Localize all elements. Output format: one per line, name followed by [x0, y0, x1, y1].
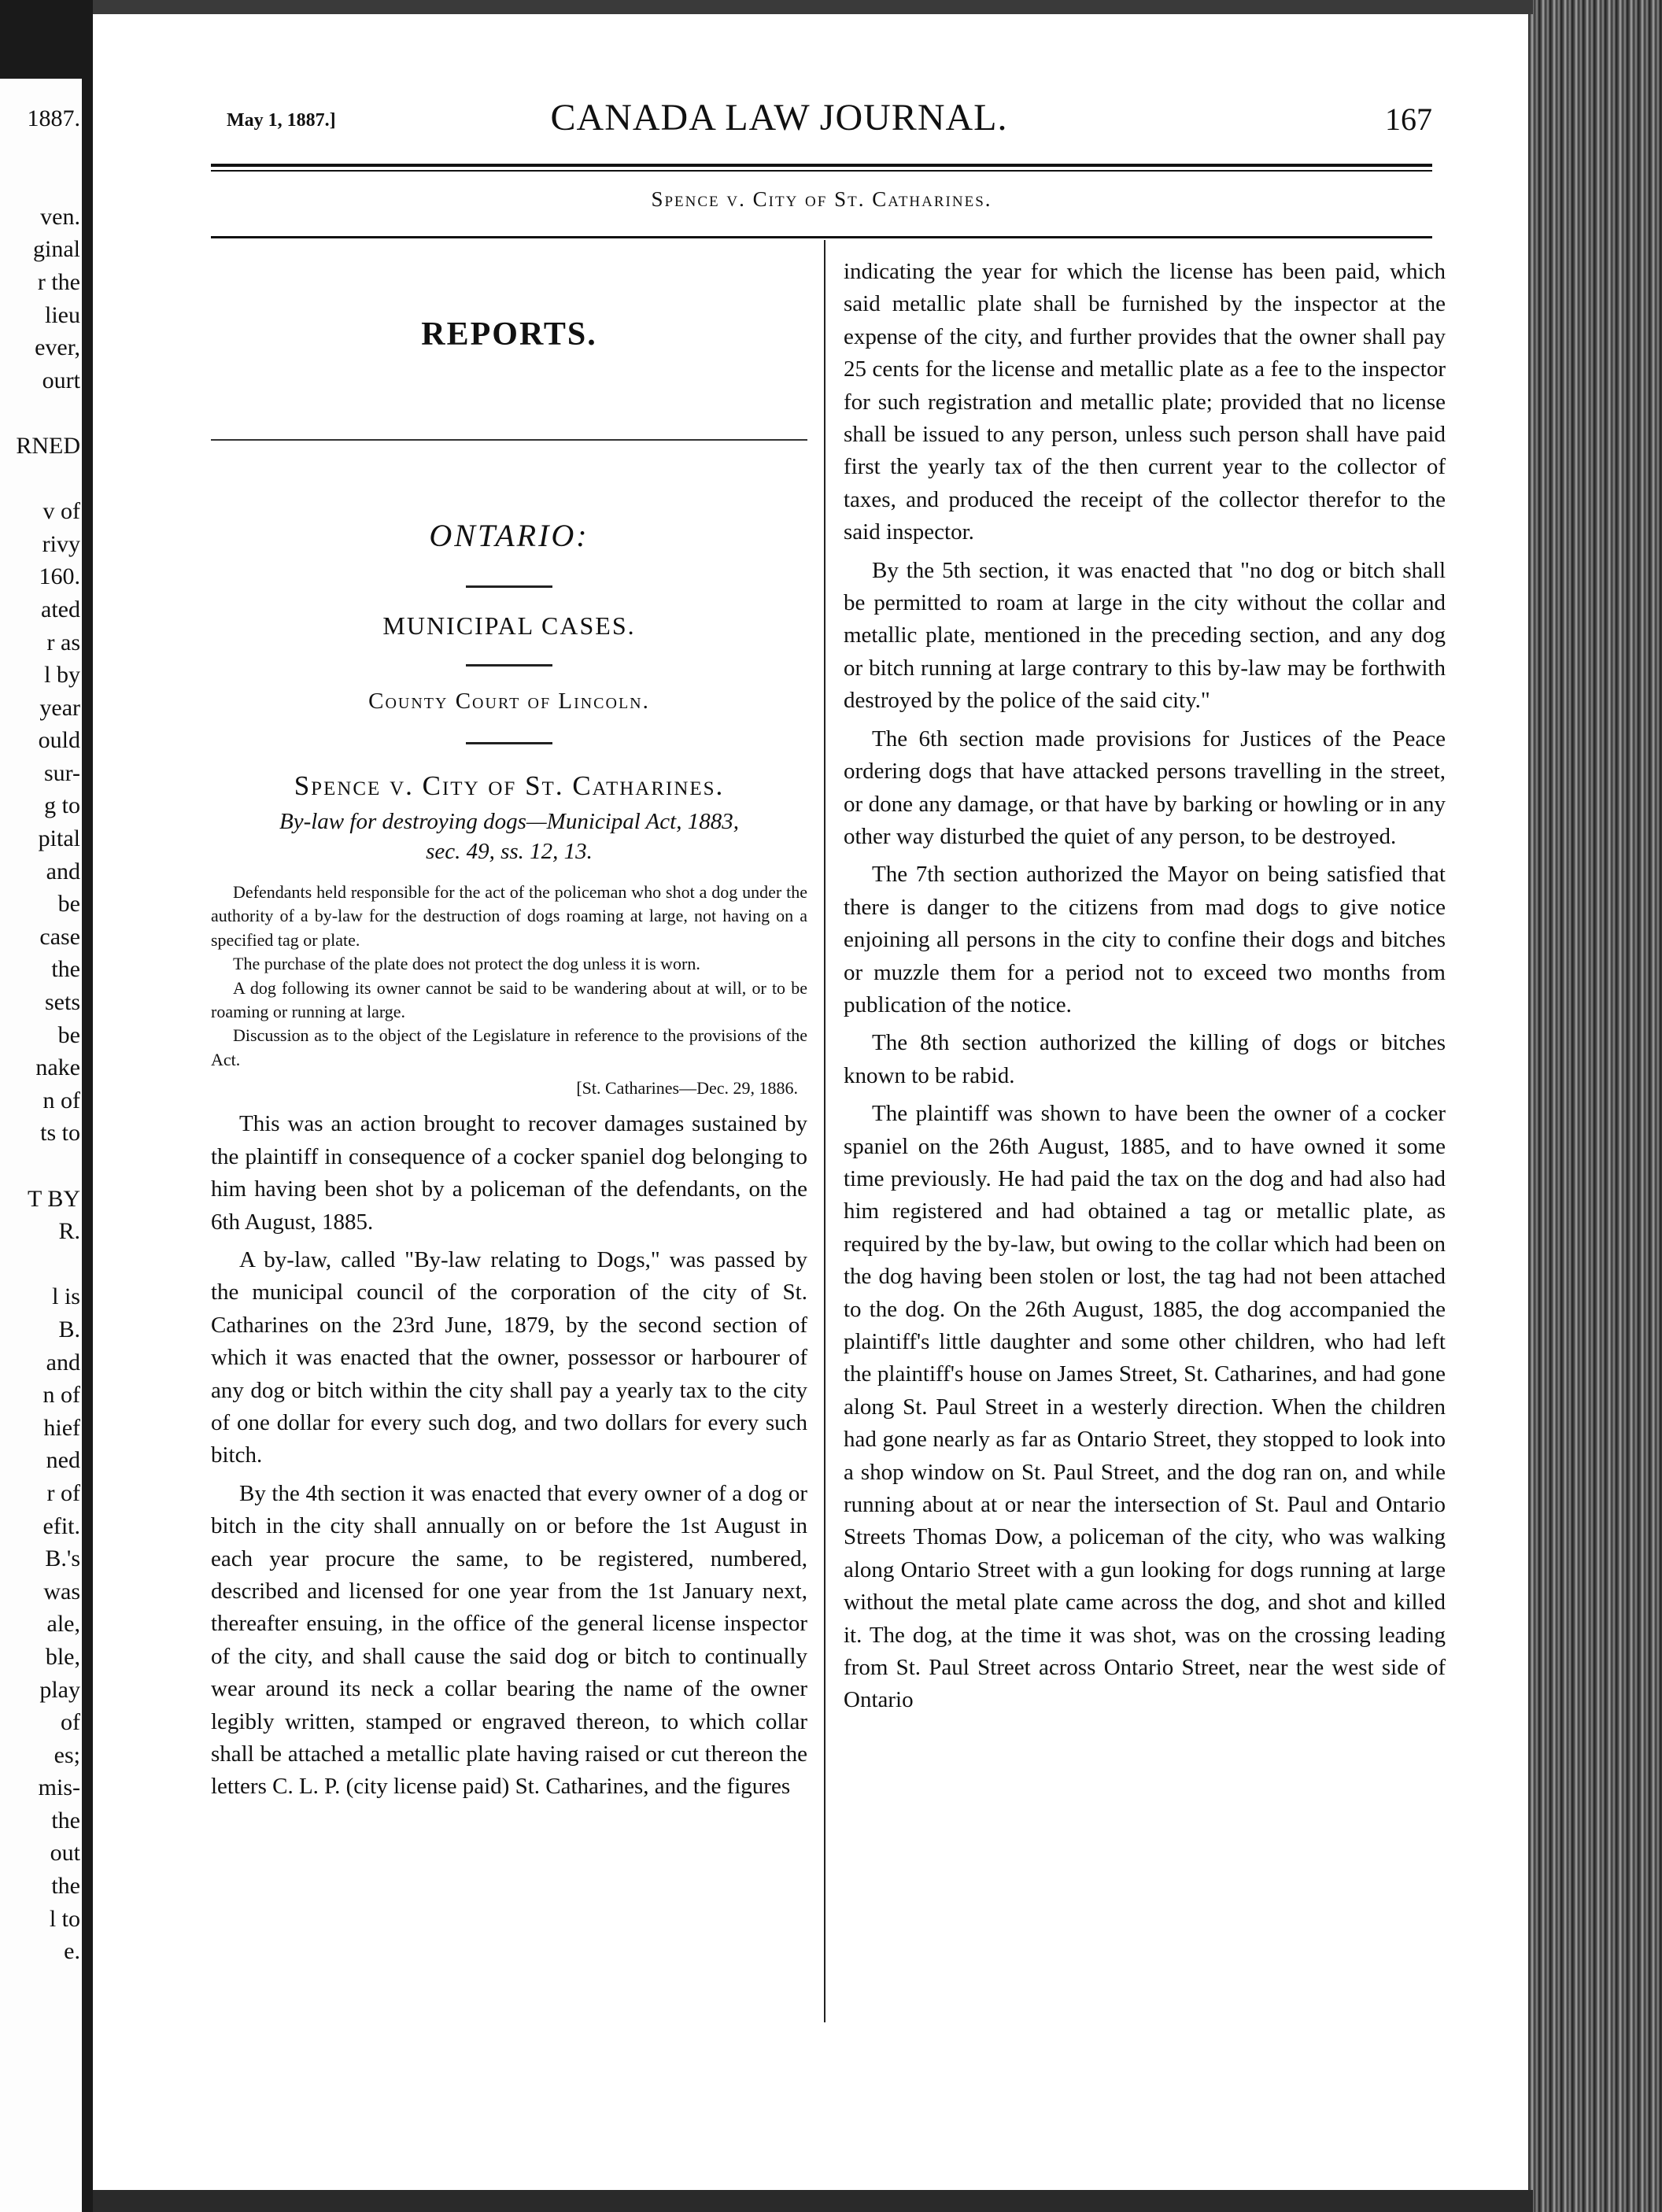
scan-bottom-border: [93, 2190, 1533, 2212]
case-subtitle: [211, 807, 807, 866]
margin-fragment: pital: [38, 825, 80, 852]
margin-fragment: ven.: [40, 203, 80, 230]
margin-fragment: the: [51, 1807, 80, 1833]
margin-fragment: es;: [54, 1741, 80, 1768]
margin-fragment: ts to: [40, 1120, 80, 1147]
margin-fragment: ould: [38, 727, 80, 754]
margin-fragment: the: [51, 1873, 80, 1900]
section-rule: [211, 439, 807, 441]
headnote: A dog following its owner cannot be said to be wandering about at will, or to be roaming or running at large.: [211, 977, 807, 1022]
journal-title: CANADA LAW JOURNAL.: [550, 97, 1008, 138]
margin-fragment: [2, 463, 80, 496]
margin-fragment: T BY: [28, 1185, 80, 1212]
margin-fragment: [2, 168, 80, 201]
margin-fragment: and: [46, 1349, 80, 1376]
margin-fragment: 160.: [39, 563, 80, 590]
decision-date: [St. Catharines—Dec. 29, 1886.: [576, 1078, 798, 1099]
margin-fragment: v of: [42, 498, 80, 525]
margin-fragment: l to: [49, 1905, 80, 1932]
margin-fragment: nake: [35, 1054, 80, 1081]
divider-rule: [466, 664, 552, 667]
margin-fragment: ginal: [33, 236, 80, 263]
margin-fragment: R.: [58, 1218, 80, 1245]
paragraph: indicating the year for which the license has been paid, which said metallic plate shall be furnished by the inspector at the expense of the city, and further provides that the owner shall pay 25 cents for the license and metallic plate as a fee to the inspector for such registration and metallic plate; provided that no license shall be issued to any person, unless such person shall have paid first the yearly tax of the then current year to the collector of taxes, and produced the receipt of the collector therefor to the said inspector.: [844, 259, 1446, 545]
margin-fragment: lieu: [45, 301, 80, 328]
header-date: May 1, 1887.]: [227, 110, 336, 131]
section-heading: REPORTS.: [421, 316, 597, 353]
margin-fragment: was: [43, 1578, 80, 1605]
headnotes: [211, 881, 807, 1072]
margin-fragment: ned: [46, 1447, 80, 1474]
subtitle-line: sec. 49, ss. 12, 13.: [426, 839, 593, 865]
margin-fragment: ourt: [42, 367, 80, 393]
margin-fragment: B.'s: [45, 1545, 80, 1572]
province-heading: ONTARIO:: [429, 518, 589, 554]
margin-fragment: l by: [44, 662, 80, 689]
margin-fragment: l is: [52, 1283, 80, 1310]
division-heading: MUNICIPAL CASES.: [382, 611, 636, 640]
margin-fragment: ale,: [46, 1611, 80, 1638]
headnote: The purchase of the plate does not protect the dog unless it is worn.: [233, 954, 700, 974]
column-divider: [824, 240, 825, 2022]
margin-fragment: [2, 135, 80, 168]
scan-top-border: [93, 0, 1533, 14]
paragraph: A by-law, called "By-law relating to Dogs," was passed by the municipal council of the corporation of the city of St. Catharines on the 23rd June, 1879, by the second section of which it was enacted that the owner, possessor or harbourer of any dog or bitch within the city shall pay a yearly tax to the city of one dollar for every such dog, and two dollars for every such bitch.: [211, 1246, 807, 1468]
margin-fragment: [2, 1248, 80, 1281]
case-title: Spence v. City of St. Catharines.: [294, 770, 725, 801]
right-column: [844, 256, 1446, 1717]
margin-fragment: the: [51, 956, 80, 983]
header-rule-top: [211, 164, 1432, 167]
margin-fragment: hief: [43, 1414, 80, 1441]
margin-fragment: r as: [46, 629, 80, 655]
paragraph: The 8th section authorized the killing of dogs or bitches known to be rabid.: [844, 1030, 1446, 1088]
margin-fragment: case: [39, 923, 80, 950]
facing-page-margin-text: [2, 102, 80, 1968]
margin-fragment: rivy: [42, 530, 80, 557]
margin-fragment: play: [39, 1676, 80, 1703]
headnote: Defendants held responsible for the act of the policeman who shot a dog under the authority of a by-law for the destruction of dogs roaming at large, not having on a specified tag or plate.: [211, 882, 807, 950]
margin-fragment: RNED: [16, 432, 80, 459]
margin-fragment: n of: [42, 1382, 80, 1409]
divider-rule: [466, 742, 552, 744]
margin-fragment: e.: [64, 1938, 80, 1965]
margin-fragment: be: [57, 1021, 80, 1048]
headnote: Discussion as to the object of the Legislature in reference to the provisions of the Act.: [211, 1025, 807, 1069]
margin-fragment: and: [46, 858, 80, 884]
margin-fragment: out: [50, 1840, 80, 1867]
paragraph: This was an action brought to recover damages sustained by the plaintiff in consequence of a cocker spaniel dog belonging to him having been shot by a policeman of the defendants, on the 6th August, 1885.: [211, 1111, 807, 1235]
margin-fragment: r of: [46, 1479, 80, 1506]
paragraph: By the 5th section, it was enacted that "no dog or bitch shall be permitted to roam at large in the city without the collar and metallic plate, mentioned in the preceding section, and any dog or bitch running at large contrary to this by-law may be forthwith destroyed by the police of the said city.": [844, 557, 1446, 714]
margin-fragment: mis-: [38, 1774, 80, 1801]
margin-fragment: 1887.: [27, 105, 80, 131]
scan-right-border: [1528, 0, 1662, 2212]
page-number: 167: [1385, 102, 1432, 137]
margin-fragment: sur-: [43, 759, 80, 786]
header-rule-bottom: [211, 170, 1432, 172]
margin-fragment: be: [57, 891, 80, 918]
margin-fragment: n of: [42, 1087, 80, 1113]
margin-fragment: g to: [44, 792, 80, 819]
margin-fragment: of: [61, 1709, 80, 1736]
subtitle-line: By-law for destroying dogs—Municipal Act, 1883,: [279, 809, 739, 835]
court-heading: County Court of Lincoln.: [368, 689, 650, 715]
running-head: Spence v. City of St. Catharines.: [651, 187, 992, 211]
left-column: [211, 236, 807, 1804]
margin-fragment: [2, 397, 80, 430]
margin-fragment: ated: [41, 596, 80, 622]
paragraph: The plaintiff was shown to have been the owner of a cocker spaniel on the 26th August, 1885, and to have owned it some time previously. He had paid the tax on the dog and had also had him registered and had obtained a tag or metallic plate, as required by the by-law, but owing to the collar which had been on the dog having been stolen or lost, the tag had not been attached to the dog. On the 26th August, 1885, the dog accompanied the plaintiff's little daughter and some other children, who had left the plaintiff's house on James Street, St. Catharines, and had gone along St. Paul Street in a westerly direction. When the children had gone nearly as far as Ontario Street, they stopped to look into a shop window on St. Paul Street, and the dog ran on, and while running about at or near the intersection of St. Paul and Ontario Streets Thomas Dow, a policeman of the city, who was walking along Ontario Street with a gun looking for dogs running at large without the metal plate came across the dog, and shot and killed it. The dog, at the time it was shot, was on the crossing leading from St. Paul Street across Ontario Street, near the west side of Ontario: [844, 1101, 1446, 1713]
divider-rule: [466, 585, 552, 588]
margin-fragment: ble,: [45, 1643, 80, 1670]
margin-fragment: efit.: [42, 1512, 80, 1539]
margin-fragment: B.: [58, 1316, 80, 1342]
margin-fragment: year: [39, 694, 80, 721]
margin-fragment: sets: [45, 989, 80, 1016]
paragraph: The 6th section made provisions for Justices of the Peace ordering dogs that have attacked persons travelling in the street, or done any damage, or that have by barking or howling or in any other way disturbed the quiet of any person, to be destroyed.: [844, 726, 1446, 849]
facing-page-fragment: [0, 79, 82, 2212]
margin-fragment: ever,: [35, 334, 80, 361]
paragraph: By the 4th section it was enacted that every owner of a dog or bitch in the city shall annually on or before the 1st August in each year procure the same, to be registered, numbered, described and licensed for one year from the 1st January next, thereafter ensuing, in the office of the general license inspector of the city, and shall cause the said dog or bitch to continually wear around its neck a collar bearing the name of the owner legibly written, stamped or engraved thereon, to which collar shall be attached a metallic plate having raised or cut thereon the letters C. L. P. (city license paid) St. Catharines, and the figures: [211, 1480, 807, 1800]
paragraph: The 7th section authorized the Mayor on being satisfied that there is danger to the citizens from mad dogs to give notice enjoining all persons in the city to confine their dogs and bitches or muzzle them for a period not to exceed two months from publication of the notice.: [844, 862, 1446, 1017]
margin-fragment: r the: [37, 268, 80, 295]
margin-fragment: [2, 1150, 80, 1183]
